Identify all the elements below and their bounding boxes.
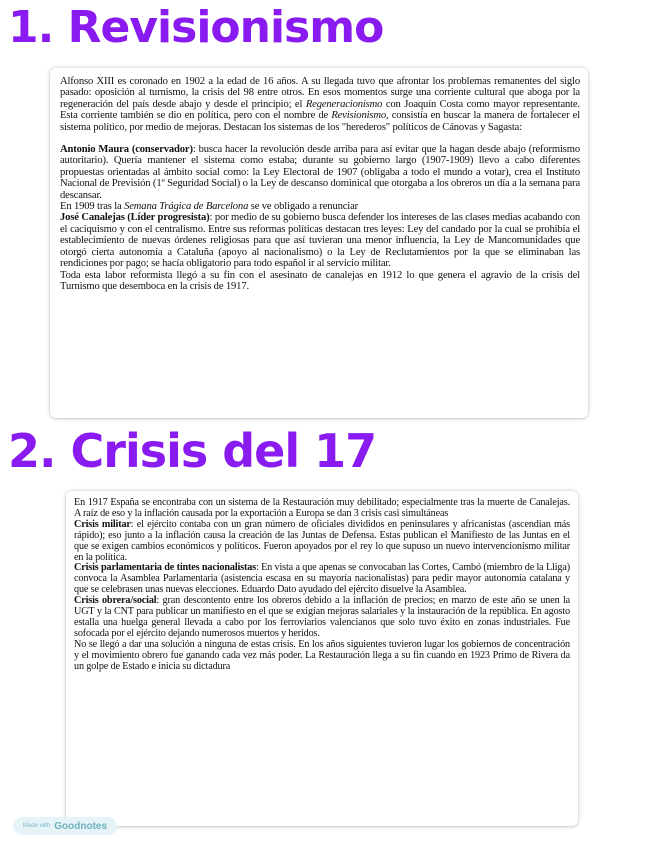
section-2-title: 2. Crisis del 17 — [8, 424, 377, 478]
badge-made-with-text: Made with — [22, 823, 51, 829]
crisis-intro-paragraph: En 1917 España se encontraba con un sistema de la Restauración muy debilitado; especialmente tras la muerte de Canalejas. A raíz de eso y la inflación causada por la exportación a Europa se dan 3 crisis casi simultáneas — [74, 497, 570, 519]
maura-paragraph: Antonio Maura (conservador): busca hacer la revolución desde arriba para así evitar que la hagan desde abajo (reformismo autoritario). Quería mantener el sistema como estaba; durante su gobierno largo (1907-1909) llevo a cabo diferentes propuestas orientadas al ámbito social como: la Ley Electoral de 1907 (obligaba a todo el mundo a votar), crea el Instituto Nacional de Previsión (1º Seguridad Social) o la Ley de descanso dominical que otorgaba a los obreros un día a la semana para descansar. — [60, 144, 580, 201]
goodnotes-badge — [13, 817, 117, 835]
revisionismo-intro-paragraph: Alfonso XIII es coronado en 1902 a la edad de 16 años. A su llegada tuvo que afrontar los problemas remanentes del siglo pasado: oposición al turnismo, la crisis del 98 entre otros. En esos momentos surge una corriente cultural que aboga por la regeneración del país desde abajo y desde el principio; el Regeneracionismo con Joaquín Costa como mayor representante. Esta corriente también se dio en política, pero con el nombre de Revisionismo, consistía en buscar la manera de fortalecer el sistema político, por medio de mejoras. Destacan los sistemas de los "herederos" políticos de Cánovas y Sagasta: — [60, 76, 580, 133]
revisionismo-term: Revisionismo — [331, 110, 387, 122]
section-2-card — [66, 491, 578, 826]
crisis-obrera-label: Crisis obrera/social — [74, 595, 157, 607]
crisis-militar-label: Crisis militar — [74, 518, 131, 530]
crisis-obrera-paragraph: Crisis obrera/social: gran descontento entre los obreros debido a la inflación de precios; en marzo de este año se unen la UGT y la CNT para publicar un manifiesto en el que se exigían mejoras salariales y la instauración de la república. En agosto estalla una huelga general llevada a cabo por los ferroviarios valencianos que solo tuvo éxito en zonas industriales. Fue sofocada por el ejército dejando numerosos muertos y heridos. — [74, 595, 571, 639]
maura-end-paragraph: En 1909 tras la Semana Trágica de Barcelona se ve obligado a renunciar — [60, 201, 359, 213]
goodnotes-logo-text: Goodnotes — [54, 820, 108, 832]
semana-tragica-term: Semana Trágica de Barcelona — [124, 201, 249, 213]
canalejas-label: José Canalejas (Líder progresista) — [60, 212, 210, 224]
section-1-closing-paragraph: Toda esta labor reformista llegó a su fin con el asesinato de canalejas en 1912 lo que genera el agravio de la crisis del Turnismo que desemboca en la crisis de 1917. — [60, 269, 580, 292]
section-1-card — [50, 68, 588, 418]
section-2-closing-paragraph: No se llegó a dar una solución a ninguna de estas crisis. En los años siguientes tuvieron lugar los gobiernos de concentración y el movimiento obrero fue ganando cada vez más poder. La Restauración llega a su fin cuando en 1923 Primo de Rivera da un golpe de Estado e inicia su dictadura — [74, 638, 570, 672]
canalejas-paragraph: José Canalejas (Líder progresista): por medio de su gobierno busca defender los intereses de las clases medias acabando con el caciquismo y con el centralismo. Entre sus reformas políticas destacan tres leyes: Ley del candado por la cual se prohibía el establecimiento de nuevas órdenes religiosas para que así tuvieran una menor influencia, la Ley de Mancomunidades que otorgó cierta autonomía a Cataluña (apoyo al nacionalismo) o la Ley de Reclutamientos por la que se eliminaban las rendiciones por pago; se hacía obligatorio para todo español ir al servicio militar. — [60, 212, 580, 270]
maura-label: Antonio Maura (conservador) — [60, 144, 193, 156]
crisis-parlamentaria-paragraph: Crisis parlamentaria de tintes nacionalistas: En vista a que apenas se convocaban las Cortes, Cambó (miembro de la Lliga) convoca la Asamblea Parlamentaria (asistencia escasa en su mayoría nacionalistas) para pedir mayor autonomía catalana y que se celebrasen unas nuevas elecciones. Eduardo Dato ayudado del ejército disuelve la Asamblea. — [74, 562, 570, 596]
crisis-militar-paragraph: Crisis militar: el ejército contaba con un gran número de oficiales divididos en peninsulares y africanistas (ascendían más rápido); eso junto a la inflación causa la creación de las Juntas de Defensa. Estas publican el Manifiesto de las Juntas en el que se exigen cambios económicos y políticos. Fueron apoyados por el rey lo que supuso un nuevo intervencionismo militar en la política. — [74, 518, 570, 563]
crisis-parlamentaria-label: Crisis parlamentaria de tintes nacionalistas — [74, 562, 256, 574]
regeneracionismo-term: Regeneracionismo — [305, 98, 383, 110]
section-1-title: 1. Revisionismo — [8, 2, 384, 53]
